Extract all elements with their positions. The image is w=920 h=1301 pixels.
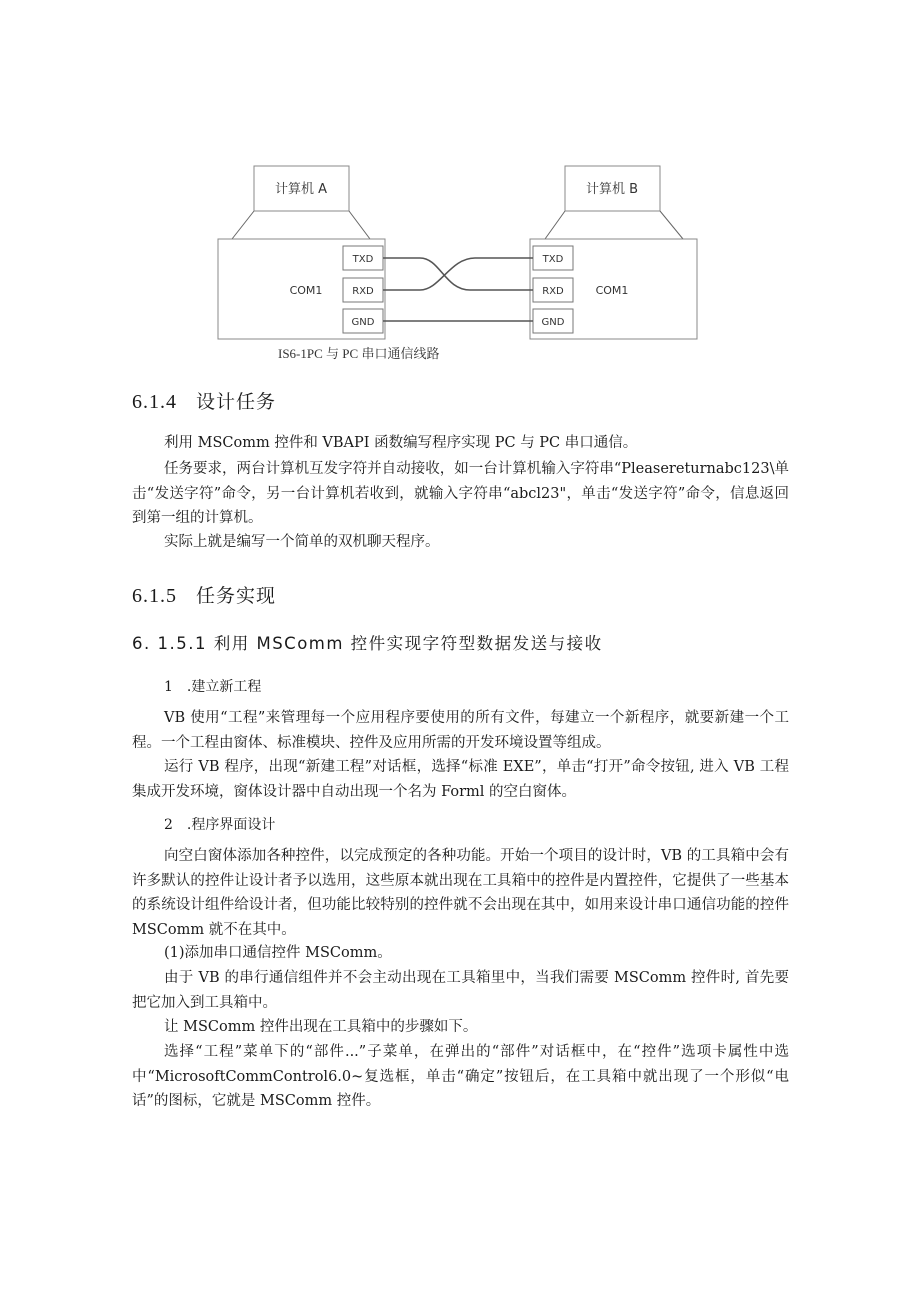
pin-a-rxd: RXD — [352, 286, 374, 297]
serial-wiring-diagram — [0, 0, 920, 370]
paragraph: 运行 VB 程序，出现“新建工程”对话框，选择“标准 EXE”，单击“打开”命令按钮, 进入 VB 工程集成开发环境，窗体设计器中自动出现一个名为 Forml 的空白窗体。 — [132, 759, 789, 800]
section-title: 任务实现 — [196, 585, 277, 607]
section-number: 6.1.5 — [132, 585, 177, 607]
paragraph: 让 MSComm 控件出现在工具箱中的步骤如下。 — [164, 1019, 478, 1035]
section-title: 设计任务 — [196, 391, 277, 413]
pin-a-txd: TXD — [352, 254, 374, 265]
pin-b-rxd: RXD — [542, 286, 564, 297]
port-b-label: COM1 — [595, 284, 629, 297]
step-heading-1: 1 .建立新工程 — [164, 679, 262, 695]
pin-b-gnd: GND — [541, 317, 565, 328]
paragraph: 选择“工程”菜单下的“部件...”子菜单，在弹出的“部件”对话框中，在“控件”选项卡属性中选中“MicrosoftCommControl6.0~复选框，单击“确定”按钮后，在工具箱中就出现了一个形似“电话”的图标，它就是 MSComm 控件。 — [132, 1044, 789, 1109]
paragraph: 利用 MSComm 控件和 VBAPI 函数编写程序实现 PC 与 PC 串口通信。 — [164, 435, 638, 451]
pin-b-txd: TXD — [542, 254, 564, 265]
wire-rxd-a-to-txd-b — [383, 258, 533, 290]
step-heading-2: 2 .程序界面设计 — [164, 817, 276, 833]
port-a-label: COM1 — [289, 284, 323, 297]
paragraph: 实际上就是编写一个简单的双机聊天程序。 — [164, 534, 440, 550]
section-number: 6.1.4 — [132, 391, 177, 413]
diagram-svg — [0, 0, 920, 370]
paragraph: 任务要求，两台计算机互发字符并自动接收，如一台计算机输入字符串“Pleasereturnabc123\单击“发送字符”命令，另一台计算机若收到，就输入字符串“abcl23"，单击“发送字符”命令，信息返回到第一组的计算机。 — [132, 461, 789, 526]
subsection-heading-6151: 6. 1.5.1 利用 MSComm 控件实现字符型数据发送与接收 — [132, 634, 603, 653]
section-heading-614 — [132, 387, 276, 414]
computer-a-label: 计算机 A — [274, 182, 328, 197]
paragraph: 由于 VB 的串行通信组件并不会主动出现在工具箱里中，当我们需要 MSComm 控件时, 首先要把它加入到工具箱中。 — [132, 970, 789, 1011]
paragraph: VB 使用“工程”来管理每一个应用程序要使用的所有文件，每建立一个新程序，就要新建一个工程。一个工程由窗体、标准模块、控件及应用所需的开发环境设置等组成。 — [132, 710, 789, 751]
section-heading-615 — [132, 581, 276, 608]
figure-caption: IS6-1PC 与 PC 串口通信线路 — [278, 346, 440, 361]
pin-a-gnd: GND — [351, 317, 375, 328]
computer-b-label: 计算机 B — [585, 182, 639, 197]
paragraph: (1)添加串口通信控件 MSComm。 — [164, 945, 392, 961]
paragraph: 向空白窗体添加各种控件，以完成预定的各种功能。开始一个项目的设计时，VB 的工具箱中会有许多默认的控件让设计者予以选用，这些原本就出现在工具箱中的控件是内置控件，它提供了一些基本的系统设计组件给设计者，但功能比较特别的控件就不会出现在其中，如用来设计串口通信功能的控件 MSComm 就不在其中。 — [132, 848, 789, 938]
